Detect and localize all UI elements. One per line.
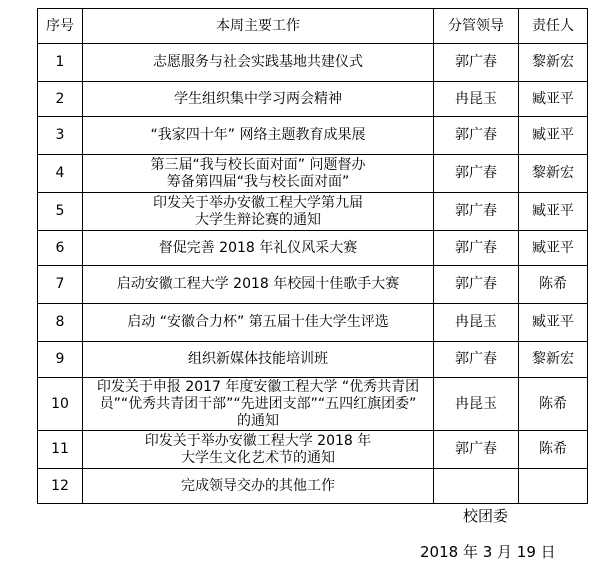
header-task: 本周主要工作 — [83, 9, 434, 44]
row-person: 臧亚平 — [519, 231, 588, 266]
row-task: 印发关于举办安徽工程大学 2018 年 大学生文化艺术节的通知 — [83, 431, 434, 469]
row-leader: 郭广春 — [434, 231, 519, 266]
header-leader: 分管领导 — [434, 9, 519, 44]
header-person: 责任人 — [519, 9, 588, 44]
row-person: 陈希 — [519, 431, 588, 469]
row-person: 臧亚平 — [519, 304, 588, 342]
row-no: 8 — [38, 304, 83, 342]
row-task: 启动 “安徽合力杯” 第五届十佳大学生评选 — [83, 304, 434, 342]
row-no: 5 — [38, 193, 83, 231]
row-task: 督促完善 2018 年礼仪风采大赛 — [83, 231, 434, 266]
row-task: 第三届“我与校长面对面” 问题督办 筹备第四届“我与校长面对面” — [83, 155, 434, 193]
row-person: 臧亚平 — [519, 193, 588, 231]
table-row — [38, 155, 588, 193]
row-task: 学生组织集中学习两会精神 — [83, 82, 434, 117]
table-row — [38, 82, 588, 117]
row-person: 黎新宏 — [519, 342, 588, 378]
row-no: 1 — [38, 44, 83, 82]
row-task: 组织新媒体技能培训班 — [83, 342, 434, 378]
row-person: 陈希 — [519, 378, 588, 431]
row-leader: 郭广春 — [434, 117, 519, 155]
header-no: 序号 — [38, 9, 83, 44]
row-leader — [434, 469, 519, 504]
row-no: 11 — [38, 431, 83, 469]
table-row — [38, 117, 588, 155]
table-header-row — [38, 9, 588, 44]
issue-date: 2018 年 3 月 19 日 — [420, 543, 556, 561]
row-person: 臧亚平 — [519, 117, 588, 155]
row-task: 启动安徽工程大学 2018 年校园十佳歌手大赛 — [83, 266, 434, 304]
table-row — [38, 193, 588, 231]
row-leader: 冉昆玉 — [434, 82, 519, 117]
row-no: 4 — [38, 155, 83, 193]
table-row — [38, 231, 588, 266]
row-no: 6 — [38, 231, 83, 266]
row-task: 完成领导交办的其他工作 — [83, 469, 434, 504]
row-leader: 冉昆玉 — [434, 304, 519, 342]
row-person: 陈希 — [519, 266, 588, 304]
row-leader: 冉昆玉 — [434, 378, 519, 431]
row-no: 2 — [38, 82, 83, 117]
row-task: 志愿服务与社会实践基地共建仪式 — [83, 44, 434, 82]
row-leader: 郭广春 — [434, 44, 519, 82]
table-row — [38, 266, 588, 304]
row-no: 12 — [38, 469, 83, 504]
issuer-signature: 校团委 — [463, 507, 509, 525]
row-task: 印发关于举办安徽工程大学第九届 大学生辩论赛的通知 — [83, 193, 434, 231]
row-task: 印发关于申报 2017 年度安徽工程大学 “优秀共青团 员”“优秀共青团干部”“先进团支部”“五四红旗团委” 的通知 — [83, 378, 434, 431]
row-no: 9 — [38, 342, 83, 378]
row-leader: 郭广春 — [434, 342, 519, 378]
table-row — [38, 44, 588, 82]
row-task: “我家四十年” 网络主题教育成果展 — [83, 117, 434, 155]
table-row — [38, 431, 588, 469]
row-leader: 郭广春 — [434, 266, 519, 304]
row-leader: 郭广春 — [434, 155, 519, 193]
row-person: 臧亚平 — [519, 82, 588, 117]
row-leader: 郭广春 — [434, 193, 519, 231]
row-no: 7 — [38, 266, 83, 304]
row-person: 黎新宏 — [519, 44, 588, 82]
weekly-work-table — [37, 8, 588, 504]
row-no: 10 — [38, 378, 83, 431]
table-row — [38, 342, 588, 378]
table-row — [38, 469, 588, 504]
row-person: 黎新宏 — [519, 155, 588, 193]
row-leader: 郭广春 — [434, 431, 519, 469]
table-row — [38, 378, 588, 431]
row-no: 3 — [38, 117, 83, 155]
table-row — [38, 304, 588, 342]
row-person — [519, 469, 588, 504]
